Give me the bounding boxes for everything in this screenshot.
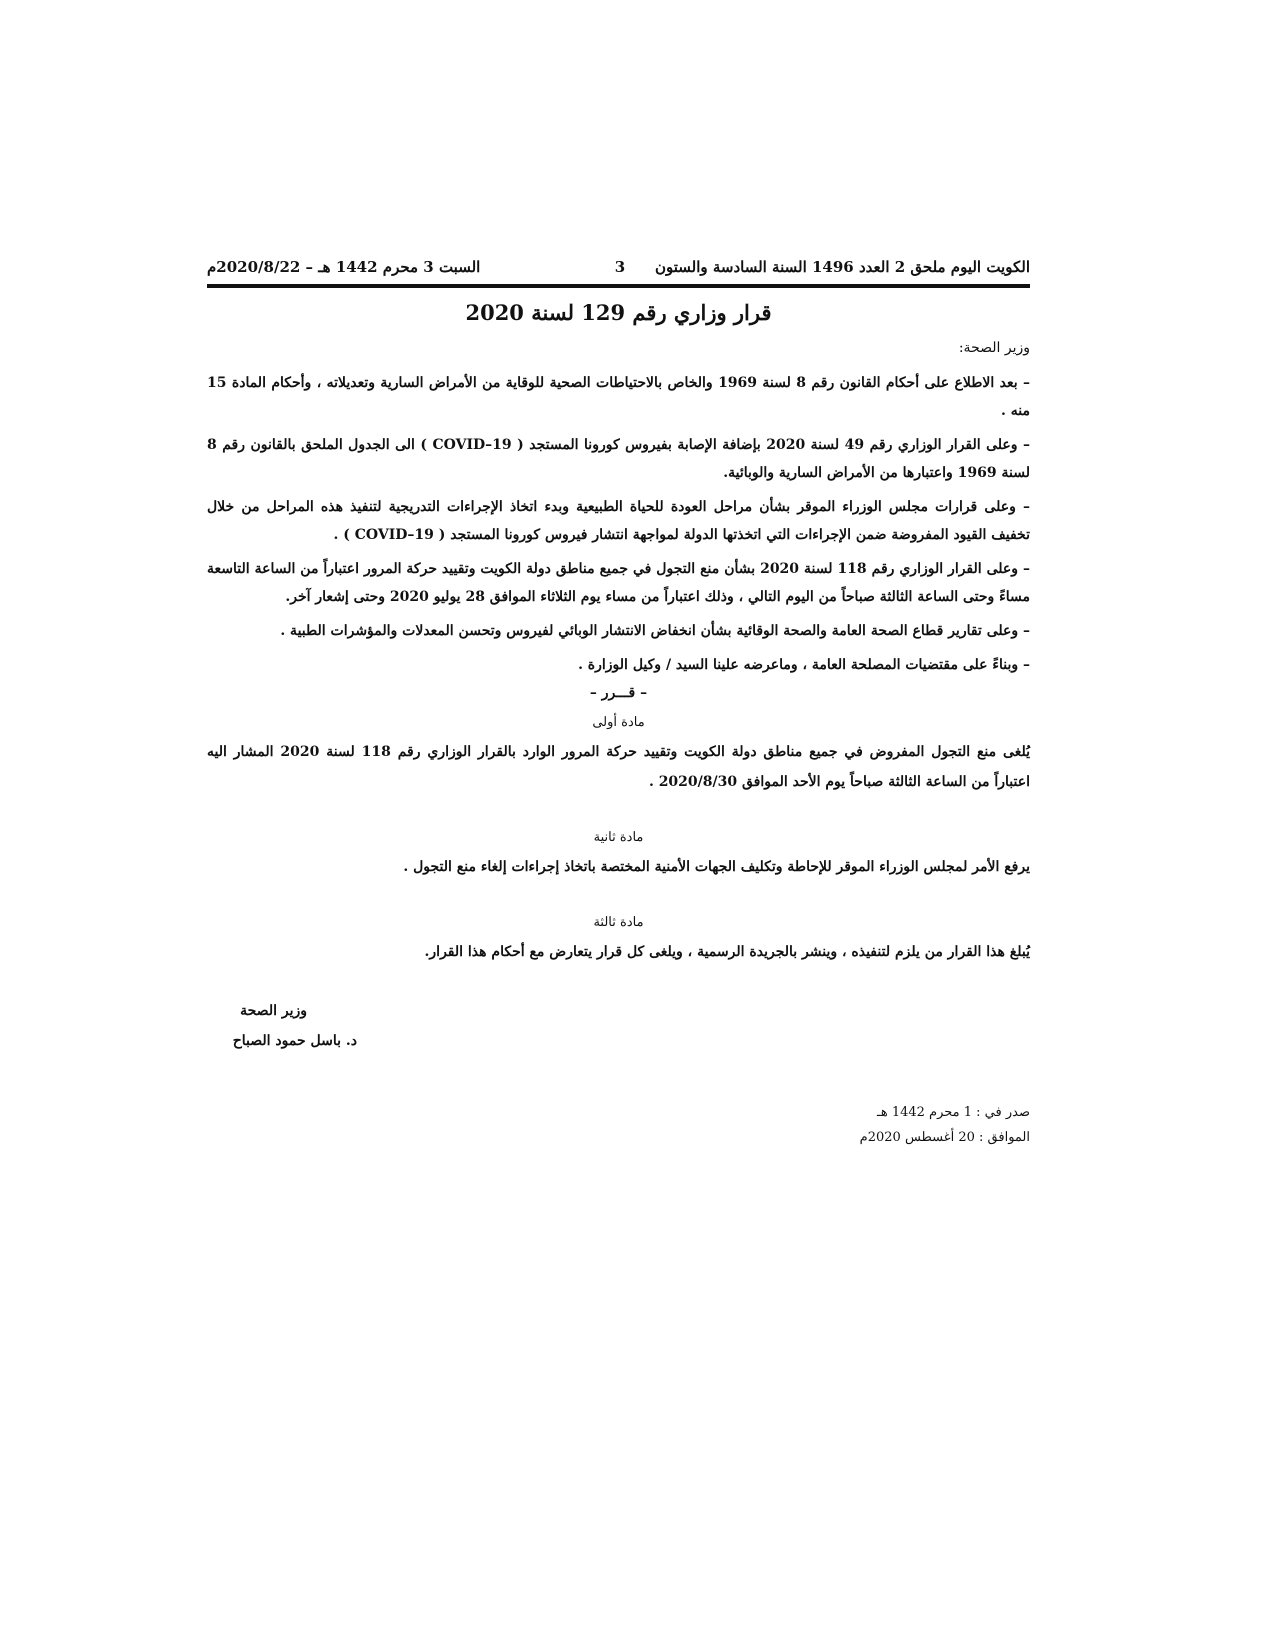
article-2-body: [207, 852, 1030, 882]
preamble-clause: – وعلى القرار الوزاري رقم 49 لسنة 2020 بإضافة الإصابة بفيروس كورونا المستجد ( COVID–19 ) الى الجدول الملحق بالقانون رقم 8 لسنة 1969 واعتبارها من الأمراض السارية والوبائية.: [207, 437, 1031, 481]
decided-label: – قـــرر –: [589, 685, 648, 701]
article-3-body: [207, 937, 1030, 967]
article-3-heading: مادة ثالثة: [593, 915, 644, 930]
preamble: [207, 369, 1030, 685]
article-1-body: [207, 737, 1030, 797]
signature-name: د. باسل حمود الصباح: [232, 1033, 357, 1049]
preamble-clause: – وعلى تقارير قطاع الصحة العامة والصحة الوقائية بشأن انخفاض الانتشار الوبائي لفيروس وتحسن المعدلات والمؤشرات الطبية .: [280, 623, 1030, 639]
signature-block: [207, 1003, 357, 1063]
signature-title: وزير الصحة: [240, 1003, 307, 1019]
page-header: [207, 258, 1030, 282]
preamble-clause: – وعلى القرار الوزاري رقم 118 لسنة 2020 بشأن منع التجول في جميع مناطق دولة الكويت وتقييد حركة المرور اعتباراً من الساعة التاسعة مساءً وحتى الساعة الثالثة صباحاً من اليوم التالي ، وذلك اعتباراً من مساء يوم الثلاثاء الموافق 28 يوليو 2020 وحتى إشعار آخر.: [207, 561, 1030, 605]
issue-date-block: [860, 1105, 1030, 1155]
article-1-heading: مادة أولى: [592, 715, 645, 730]
preamble-clause: – وبناءً على مقتضيات المصلحة العامة ، وماعرضه علينا السيد / وكيل الوزارة .: [578, 657, 1030, 673]
header-page-number: 3: [614, 258, 626, 276]
preamble-clause: – وعلى قرارات مجلس الوزراء الموقر بشأن مراحل العودة للحياة الطبيعية وبدء اتخاذ الإجراءات التدريجية لتنفيذ هذه المراحل من خلال تخفيف القيود المفروضة ضمن الإجراءات التي اتخذتها الدولة لمواجهة انتشار فيروس كورونا المستجد ( COVID–19 ) .: [207, 499, 1030, 543]
article-2-heading: مادة ثانية: [593, 830, 644, 845]
article-3-text: يُبلغ هذا القرار من يلزم لتنفيذه ، وينشر بالجريدة الرسمية ، ويلغى كل قرار يتعارض مع أحكام هذا القرار.: [424, 944, 1030, 960]
addressee: وزير الصحة:: [958, 340, 1030, 356]
header-rule: [207, 284, 1030, 288]
header-date: السبت 3 محرم 1442 هـ – 2020/8/22م: [207, 258, 481, 276]
article-2-text: يرفع الأمر لمجلس الوزراء الموقر للإحاطة وتكليف الجهات الأمنية المختصة باتخاذ إجراءات إلغاء منع التجول .: [403, 859, 1030, 875]
issue-date-gregorian: الموافق : 20 أغسطس 2020م: [859, 1130, 1030, 1145]
preamble-clause: – بعد الاطلاع على أحكام القانون رقم 8 لسنة 1969 والخاص بالاحتياطات الصحية للوقاية من الأمراض السارية وتعديلاته ، وأحكام المادة 15 منه .: [207, 375, 1031, 419]
header-publication: الكويت اليوم ملحق 2 العدد 1496 السنة السادسة والستون: [654, 258, 1030, 276]
decree-title: قرار وزاري رقم 129 لسنة 2020: [465, 300, 772, 325]
issue-date-hijri: صدر في : 1 محرم 1442 هـ: [877, 1105, 1030, 1120]
article-1-text: يُلغى منع التجول المفروض في جميع مناطق دولة الكويت وتقييد حركة المرور الوارد بالقرار الوزاري رقم 118 لسنة 2020 المشار اليه اعتباراً من الساعة الثالثة صباحاً يوم الأحد الموافق 2020/8/30 .: [207, 744, 1030, 790]
